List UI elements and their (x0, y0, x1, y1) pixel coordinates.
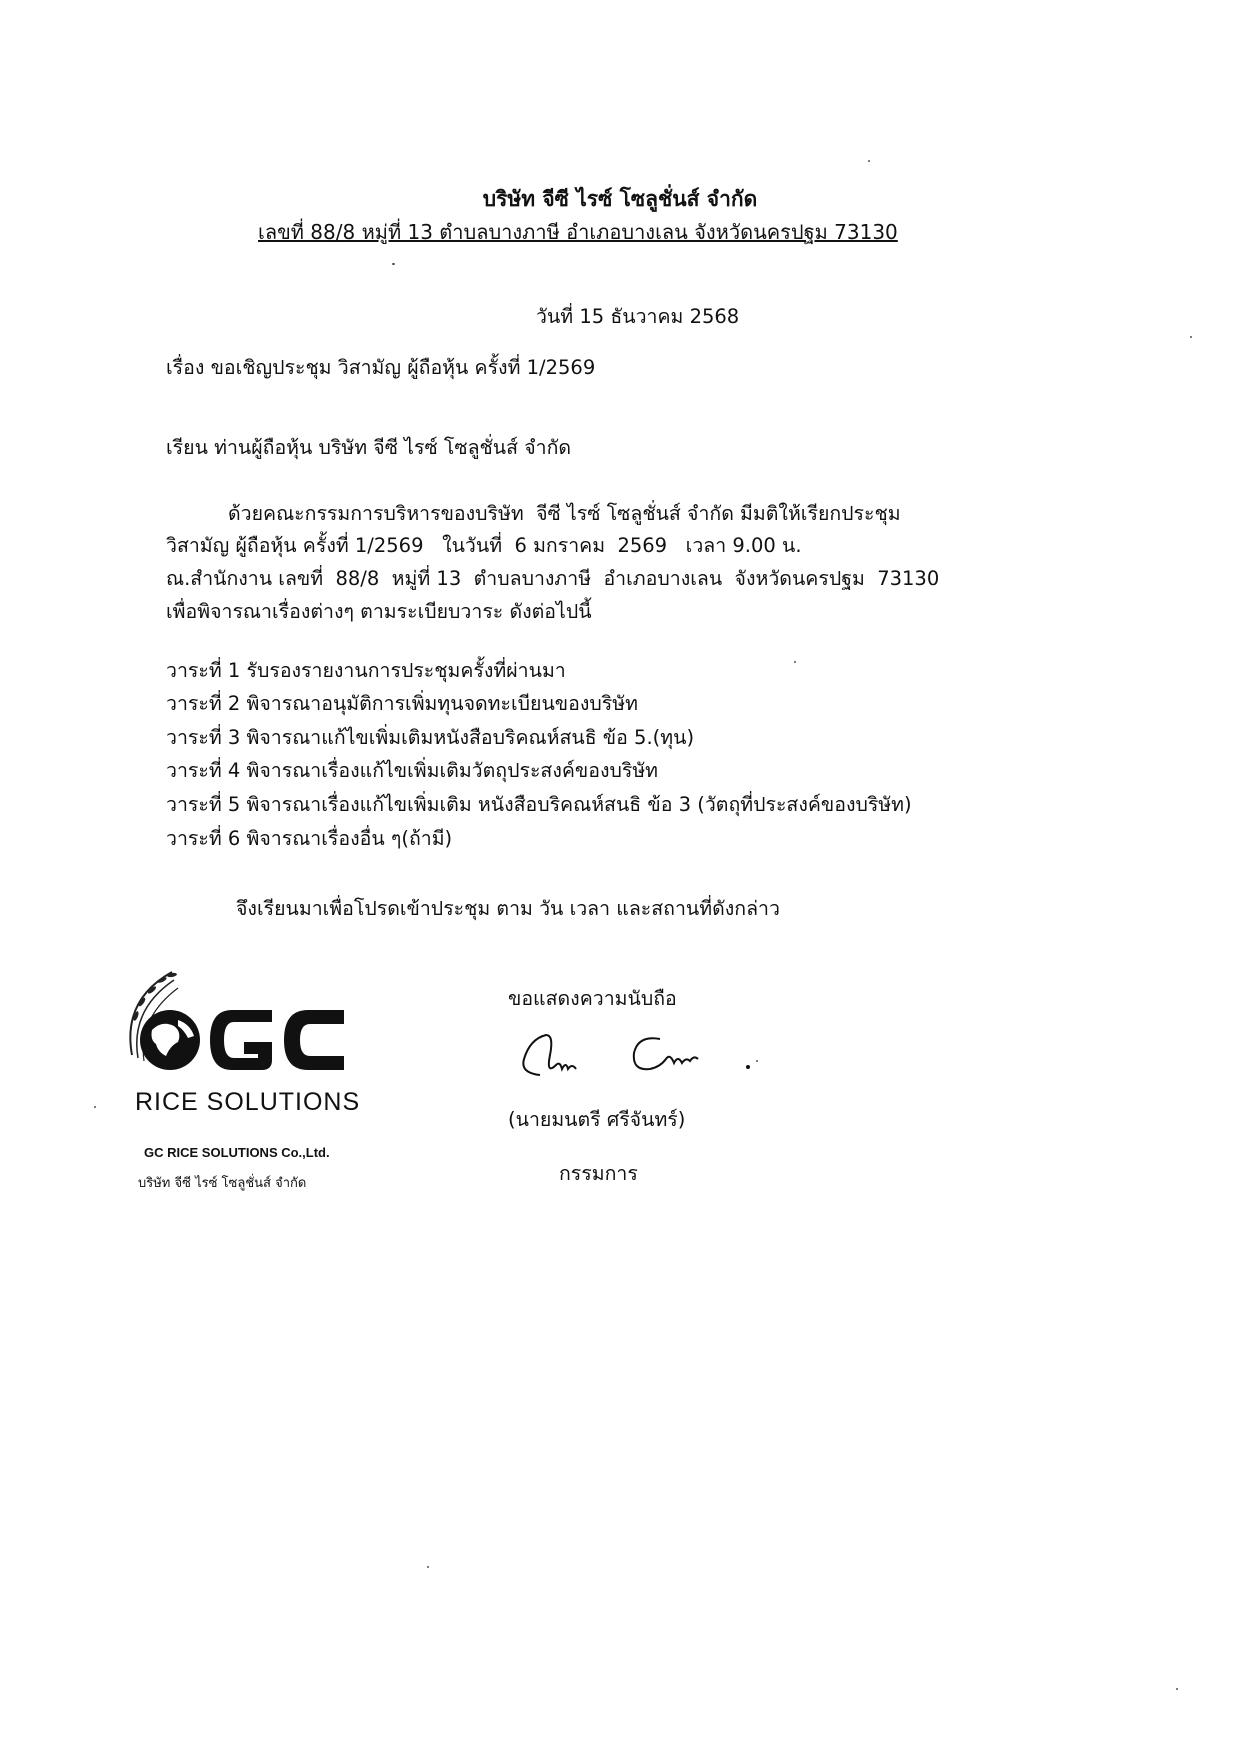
scan-speck (1176, 1688, 1178, 1690)
scan-speck (868, 160, 870, 162)
scan-speck (1190, 336, 1192, 338)
logo-mark-icon (112, 960, 387, 1090)
body-line: วิสามัญ ผู้ถือหุ้น ครั้งที่ 1/2569 ในวันที่ 6 มกราคม 2569 เวลา 9.00 น. (166, 534, 802, 557)
closing-text: จึงเรียนมาเพื่อโปรดเข้าประชุม ตาม วัน เวลา และสถานที่ดังกล่าว (236, 897, 780, 920)
agenda-item: วาระที่ 2 พิจารณาอนุมัติการเพิ่มทุนจดทะเบียนของบริษัท (166, 692, 638, 715)
signer-name: (นายมนตรี ศรีจันทร์) (508, 1108, 686, 1131)
agenda-item: วาระที่ 5 พิจารณาเรื่องแก้ไขเพิ่มเติม หนังสือบริคณห์สนธิ ข้อ 3 (วัตถุที่ประสงค์ของบริษัท) (166, 793, 912, 816)
agenda-item: วาระที่ 1 รับรองรายงานการประชุมครั้งที่ผ่านมา (166, 659, 566, 682)
letter-date: วันที่ 15 ธันวาคม 2568 (536, 305, 740, 328)
scan-speck (794, 661, 796, 663)
regards-text: ขอแสดงความนับถือ (508, 987, 677, 1010)
body-line: ด้วยคณะกรรมการบริหารของบริษัท จีซี ไรซ์ โซลูชั่นส์ จำกัด มีมติให้เรียกประชุม (166, 502, 901, 525)
company-name: บริษัท จีซี ไรซ์ โซลูชั่นส์ จำกัด (482, 187, 758, 211)
agenda-item: วาระที่ 3 พิจารณาแก้ไขเพิ่มเติมหนังสือบริคณห์สนธิ ข้อ 5.(ทุน) (166, 726, 695, 749)
letter-subject: เรื่อง ขอเชิญประชุม วิสามัญ ผู้ถือหุ้น ครั้งที่ 1/2569 (166, 356, 596, 379)
signature-icon (510, 1025, 770, 1095)
logo-tagline: RICE SOLUTIONS (135, 1088, 361, 1116)
scan-speck (392, 263, 395, 265)
agenda-item: วาระที่ 6 พิจารณาเรื่องอื่น ๆ(ถ้ามี) (166, 827, 453, 850)
scan-speck (427, 1566, 429, 1568)
logo-company-en: GC RICE SOLUTIONS Co.,Ltd. (144, 1145, 330, 1160)
body-line: ณ.สำนักงาน เลขที่ 88/8 หมู่ที่ 13 ตำบลบางภาษี อำเภอบางเลน จังหวัดนครปฐม 73130 (166, 567, 940, 590)
company-logo (112, 960, 387, 1200)
letter-salutation: เรียน ท่านผู้ถือหุ้น บริษัท จีซี ไรซ์ โซลูชั่นส์ จำกัด (166, 436, 572, 459)
scan-speck (756, 1060, 758, 1062)
body-line: เพื่อพิจารณาเรื่องต่างๆ ตามระเบียบวาระ ดังต่อไปนี้ (166, 600, 592, 623)
agenda-item: วาระที่ 4 พิจารณาเรื่องแก้ไขเพิ่มเติมวัตถุประสงค์ของบริษัท (166, 759, 659, 782)
company-address: เลขที่ 88/8 หมู่ที่ 13 ตำบลบางภาษี อำเภอบางเลน จังหวัดนครปฐม 73130 (258, 220, 898, 244)
scan-speck (94, 1106, 96, 1108)
logo-company-th: บริษัท จีซี ไรซ์ โซลูชั่นส์ จำกัด (138, 1176, 307, 1191)
signer-title: กรรมการ (559, 1162, 638, 1185)
